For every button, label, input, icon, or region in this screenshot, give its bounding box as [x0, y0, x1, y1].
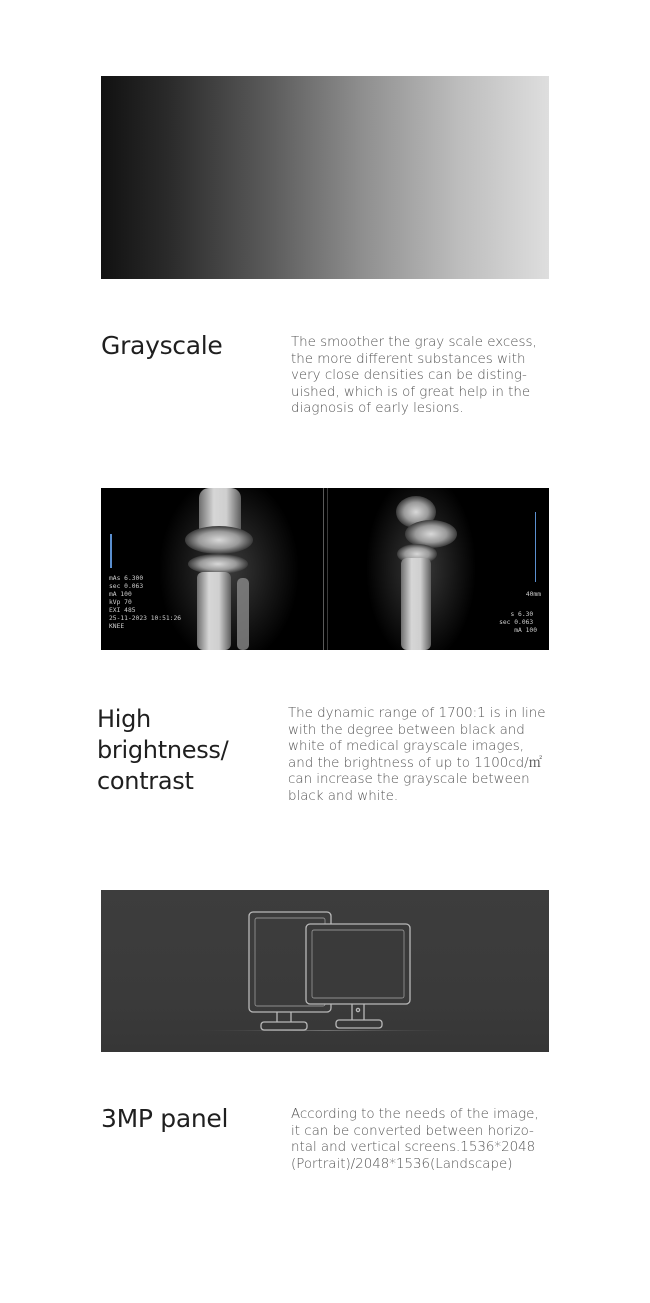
panel-title: [101, 1104, 228, 1134]
description-line: very close densities can be disting-: [291, 368, 527, 384]
frontal-knee-view: [109, 488, 299, 650]
xray-scale-label: 40mm: [525, 591, 541, 598]
brightness-title: [97, 704, 228, 797]
grayscale-description: [291, 335, 537, 418]
description-line: and the brightness of up to 1100cd/㎡: [288, 755, 543, 771]
description-line: The dynamic range of 1700:1 is in line: [288, 706, 546, 721]
xray-right-info: s 6.30 sec 0.063 mA 100: [499, 611, 537, 634]
description-line: can increase the grayscale between: [288, 772, 530, 788]
brightness-title-line: brightness/: [97, 736, 229, 764]
brightness-title-line: contrast: [97, 767, 194, 795]
grayscale-title: [101, 331, 222, 361]
knee-xray-image: [101, 488, 549, 650]
description-line: white of medical grayscale images,: [288, 739, 525, 755]
description-line: black and white.: [288, 788, 399, 804]
description-line: According to the needs of the image,: [291, 1107, 539, 1122]
description-line: it can be converted between horizo-: [291, 1123, 534, 1139]
description-line: (Portrait)/2048*1536(Landscape): [291, 1156, 513, 1172]
grayscale-gradient-image: [101, 76, 549, 279]
xray-drawing: [101, 488, 549, 650]
description-line: diagnosis of early lesions.: [291, 401, 464, 417]
xray-divider: [323, 488, 324, 650]
lateral-knee-view: [366, 488, 541, 650]
dual-monitor-icon: [101, 890, 549, 1052]
description-line: with the degree between black and: [288, 722, 525, 738]
panel-description: [291, 1107, 539, 1173]
xray-left-info: mAs 6.300 sec 0.063 mA 100 kVp 70 EXI 485 25-11-2023 10:51:26 KNEE: [109, 575, 182, 630]
description-line: the more different substances with: [291, 351, 526, 367]
description-line: ntal and vertical screens.1536*2048: [291, 1140, 536, 1156]
description-line: The smoother the gray scale excess,: [291, 335, 537, 350]
panel-title-text: 3MP panel: [101, 1104, 229, 1133]
grayscale-title-text: Grayscale: [101, 331, 223, 360]
description-line: uished, which is of great help in the: [291, 384, 531, 400]
xray-scale-bar: [535, 512, 536, 582]
brightness-description: [288, 706, 546, 806]
dual-monitor-panel: [101, 890, 549, 1052]
brightness-title-line: High: [97, 705, 151, 733]
